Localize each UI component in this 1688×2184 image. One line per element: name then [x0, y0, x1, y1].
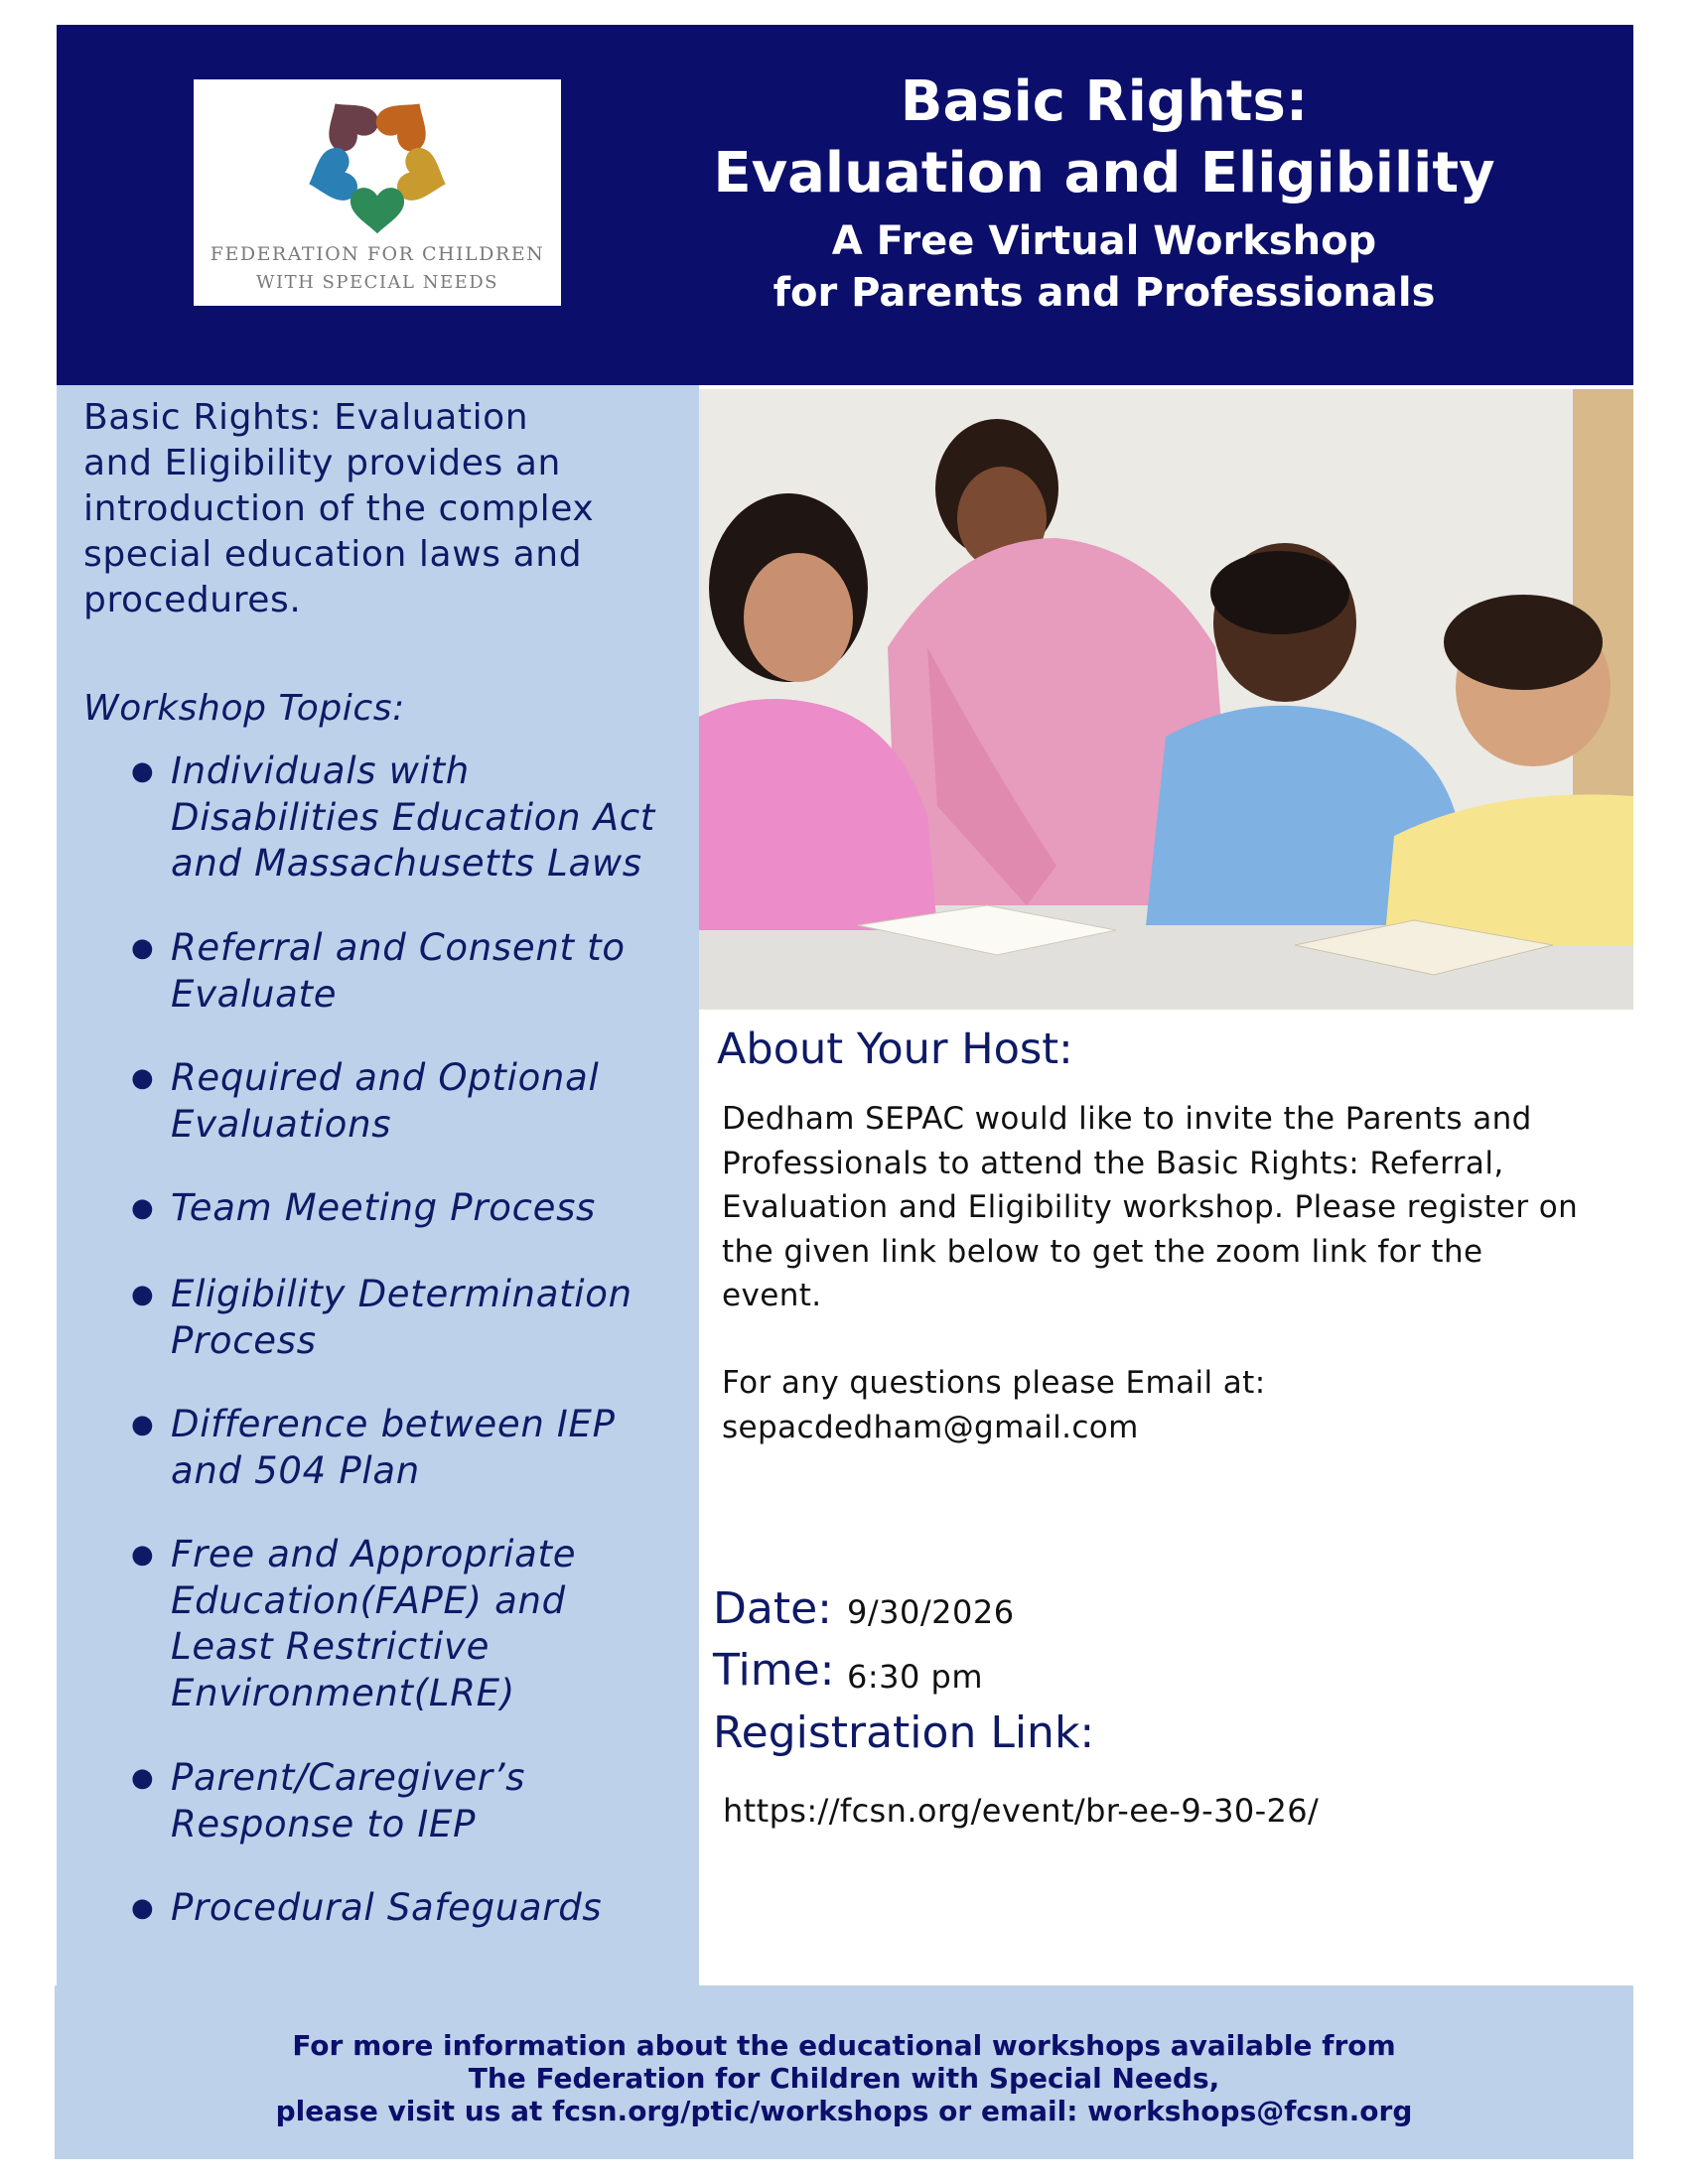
topic-line: Difference between IEP	[171, 1403, 616, 1445]
questions-text: For any questions please Email at:	[722, 1365, 1266, 1401]
host-line: Dedham SEPAC would like to invite the Parents and	[722, 1101, 1532, 1137]
topic-line: Required and Optional	[171, 1056, 600, 1099]
classroom-photo	[699, 389, 1633, 1010]
topic-line: Education(FAPE) and	[171, 1578, 566, 1622]
bullet-icon: ●	[131, 756, 154, 786]
topic-line: Team Meeting Process	[171, 1186, 597, 1229]
intro-line: special education laws and	[83, 534, 583, 575]
topics-heading: Workshop Topics:	[83, 688, 405, 729]
bullet-icon: ●	[131, 933, 154, 963]
topic-line: Eligibility Determination	[171, 1273, 633, 1315]
topic-line: Referral and Consent to	[171, 926, 626, 969]
time-label: Time:	[713, 1645, 835, 1696]
intro-line: introduction of the complex	[83, 488, 595, 529]
logo-text-line1: FEDERATION FOR CHILDREN	[210, 243, 545, 265]
contact-email-link[interactable]: sepacdedham@gmail.com	[722, 1410, 1139, 1445]
date-value: 9/30/2026	[847, 1593, 1015, 1631]
registration-label: Registration Link:	[713, 1707, 1095, 1758]
topic-line: and Massachusetts Laws	[171, 842, 642, 885]
intro-line: Basic Rights: Evaluation	[83, 397, 529, 438]
bullet-icon: ●	[131, 1193, 154, 1223]
bullet-icon: ●	[131, 1280, 154, 1309]
topic-line: Individuals with	[171, 750, 470, 792]
left-column	[57, 385, 699, 1985]
host-line: Evaluation and Eligibility workshop. Please register on	[722, 1189, 1579, 1225]
time-value: 6:30 pm	[847, 1658, 984, 1696]
topic-line: Procedural Safeguards	[171, 1886, 603, 1929]
topic-line: Evaluate	[171, 972, 338, 1016]
page-title-line1: Basic Rights:	[900, 69, 1309, 134]
host-line: Professionals to attend the Basic Rights: Referral,	[722, 1145, 1504, 1181]
bullet-icon: ●	[131, 1410, 154, 1439]
bullet-icon: ●	[131, 1540, 154, 1570]
bullet-icon: ●	[131, 1063, 154, 1093]
heart-shape	[314, 88, 384, 157]
date-label: Date:	[713, 1583, 832, 1634]
heart-shape	[351, 188, 404, 233]
bullet-icon: ●	[131, 1763, 154, 1793]
host-heading: About Your Host:	[717, 1024, 1073, 1074]
footer-line2: The Federation for Children with Special Needs,	[468, 2062, 1220, 2095]
intro-line: procedures.	[83, 580, 302, 620]
intro-line: and Eligibility provides an	[83, 443, 561, 483]
footer-line1: For more information about the educational workshops available from	[292, 2029, 1396, 2062]
topic-line: Evaluations	[171, 1102, 392, 1146]
footer-banner	[55, 1985, 1633, 2159]
host-description	[722, 1097, 1616, 1318]
footer-line3[interactable]: please visit us at fcsn.org/ptic/workshops or email: workshops@fcsn.org	[275, 2095, 1413, 2127]
topic-line: Process	[171, 1318, 317, 1362]
bullet-icon: ●	[131, 1893, 154, 1923]
subtitle-line2: for Parents and Professionals	[773, 270, 1436, 316]
hearts-star-logo-icon	[303, 87, 452, 236]
topic-line: Least Restrictive	[171, 1625, 491, 1668]
title-block	[657, 67, 1551, 319]
topic-line: Environment(LRE)	[171, 1671, 515, 1714]
classroom-illustration	[699, 389, 1633, 1010]
host-line: event.	[722, 1278, 822, 1313]
topic-line: Response to IEP	[171, 1802, 477, 1845]
header-banner	[57, 25, 1633, 385]
intro-paragraph	[83, 395, 679, 623]
topic-line: Free and Appropriate	[171, 1533, 577, 1575]
topic-line: Disabilities Education Act	[171, 795, 655, 839]
topic-line: Parent/Caregiver’s	[171, 1756, 526, 1799]
host-line: the given link below to get the zoom link for the	[722, 1233, 1483, 1270]
heart-shape	[370, 88, 441, 157]
organization-logo	[194, 79, 561, 306]
subtitle-line1: A Free Virtual Workshop	[831, 218, 1377, 264]
registration-link[interactable]: https://fcsn.org/event/br-ee-9-30-26/	[723, 1792, 1320, 1830]
topic-line: and 504 Plan	[171, 1448, 420, 1492]
page-title-line2: Evaluation and Eligibility	[713, 141, 1495, 205]
logo-text-line2: WITH SPECIAL NEEDS	[256, 272, 498, 293]
